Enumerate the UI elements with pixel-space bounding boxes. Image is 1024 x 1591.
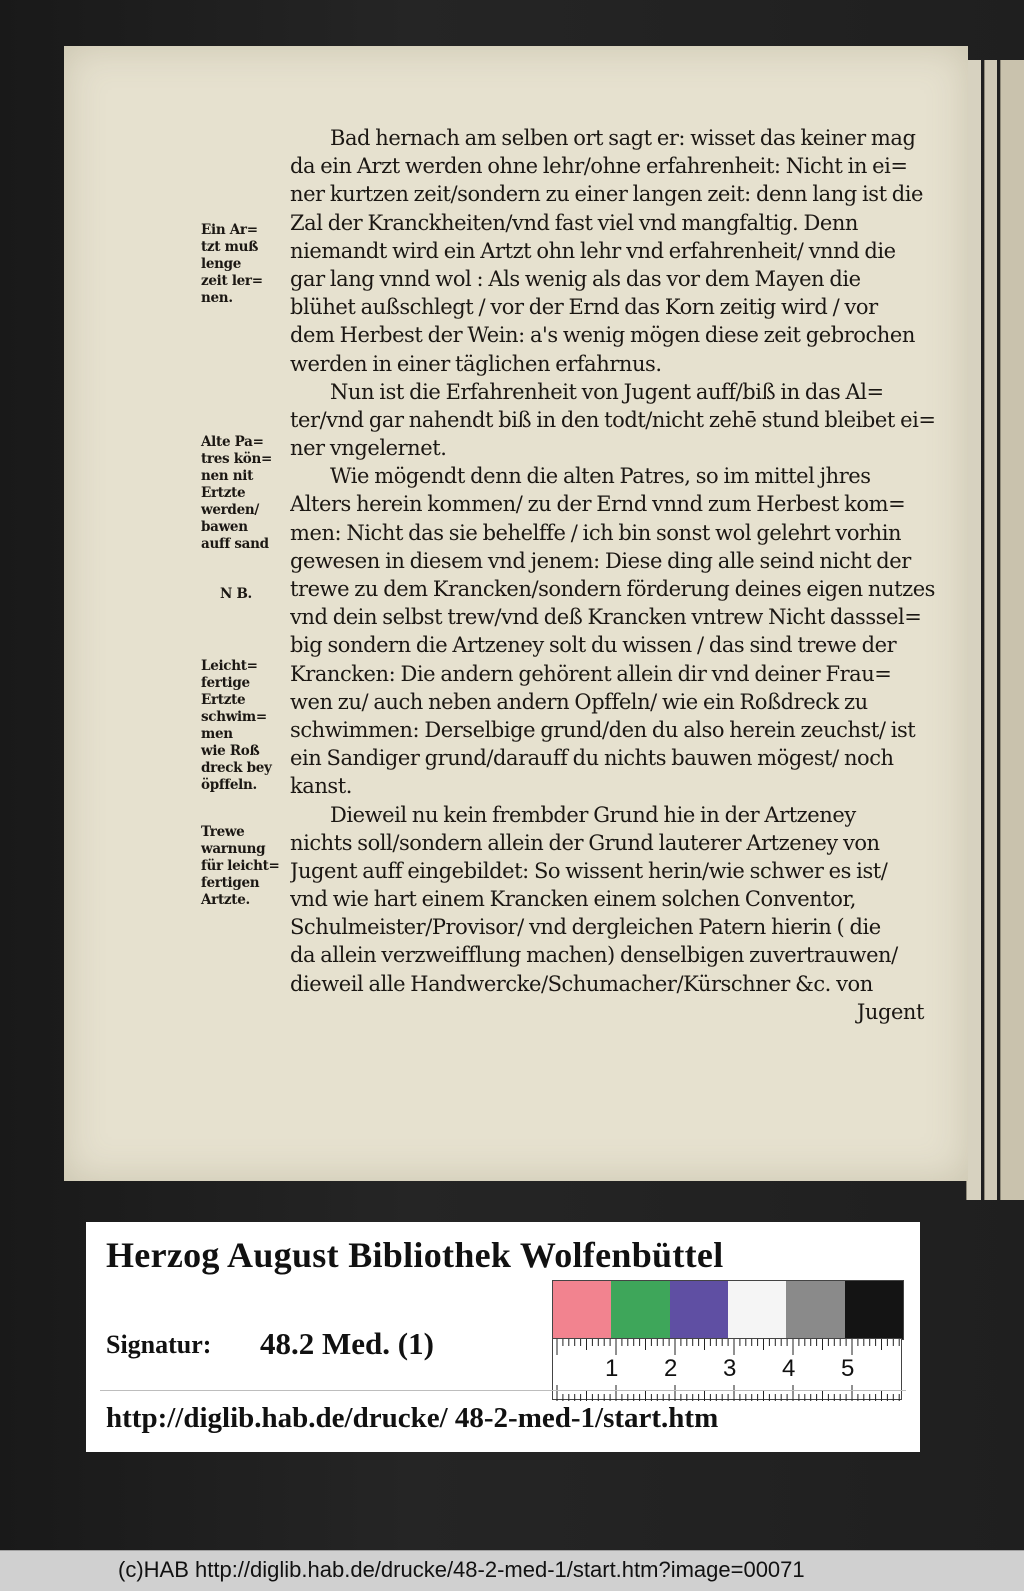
margin-note-line: schwim= [201,709,267,725]
margin-note-line: wie Roß [201,743,260,759]
margin-note-line: lenge [201,256,242,272]
margin-note-line: Ertzte [201,485,246,501]
text-line: men: Nicht das sie behelffe / ich bin sonst wol gelehrt vorhin [290,520,902,545]
text-line: ner kurtzen zeit/sondern zu einer langen zeit: denn lang ist die [290,182,924,207]
color-swatch [728,1281,786,1339]
margin-note-line: dreck bey [201,760,272,776]
ruler-label: 2 [664,1355,678,1382]
margin-note-3 [201,658,289,794]
margin-note-2 [201,434,289,553]
text-line: Jugent auff eingebildet: So wissent herin/wie schwer es ist/ [290,858,888,883]
text-line: werden in einer täglichen erfahrnus. [290,351,662,376]
text-line: Wie mögendt denn die alten Patres, so im mittel jhres [330,464,871,489]
text-line: blühet außschlegt / vor der Ernd das Korn zeitig wird / vor [290,295,878,320]
adjacent-page-edge [966,60,981,1200]
card-separator [100,1390,906,1391]
ruler-label: 3 [723,1355,737,1382]
margin-note-line: fertigen [201,875,260,891]
text-line: Bad hernach am selben ort sagt er: wisset das keiner mag [330,126,916,150]
signature-value: 48.2 Med. (1) [260,1326,434,1361]
text-line: nichts soll/sondern allein der Grund lauterer Artzeney von [290,830,880,855]
color-swatch [611,1281,669,1339]
text-line: big sondern die Artzeney solt du wissen / das sind trewe der [290,633,897,658]
color-swatch [670,1281,728,1339]
library-info-card [86,1222,920,1452]
ruler-label: 1 [605,1355,619,1382]
margin-note-line: werden/ [201,502,259,518]
text-line: Dieweil nu kein frembder Grund hie in der Artzeney [330,802,856,827]
margin-note-line: zeit ler= [201,273,263,289]
text-line: kanst. [290,774,352,799]
copyright-footer [0,1550,1024,1591]
text-line: niemandt wird ein Artzt ohn lehr vnd erfahrenheit/ vnnd die [290,238,896,263]
margin-note-line: Artzte. [201,892,250,908]
digital-library-url[interactable]: http://diglib.hab.de/drucke/ 48-2-med-1/start.htm [106,1402,719,1434]
ruler-label: 5 [841,1355,855,1382]
signature-label: Signatur: [106,1330,212,1359]
margin-note-line: Alte Pa= [201,434,264,450]
margin-note-line: Trewe [201,824,245,840]
color-swatch [786,1281,844,1339]
margin-note-line: tres kön= [201,451,273,467]
margin-note-line: fertige [201,675,250,691]
margin-note-nb [220,586,308,603]
text-line: dem Herbest der Wein: a's wenig mögen diese zeit gebrochen [290,323,915,348]
text-line: Zal der Kranckheiten/vnd fast viel vnd mangfaltig. Denn [290,210,859,235]
text-line: gar lang vnnd wol : Als wenig als das vor dem Mayen die [290,266,861,291]
text-line: Krancken: Die andern gehörent allein dir vnd deiner Frau= [290,661,892,686]
main-text-block [290,124,940,1026]
margin-note-line: bawen [201,519,248,535]
printed-page [64,46,968,1181]
copyright-text: (c)HAB http://diglib.hab.de/drucke/48-2-med-1/start.htm?image=00071 [118,1557,805,1582]
margin-note-4 [201,824,289,909]
margin-note-line: öpffeln. [201,777,257,793]
adjacent-page-edge [984,60,997,1200]
margin-note-line: für leicht= [201,858,280,874]
text-line: Jugent [856,999,924,1024]
text-line: ter/vnd gar nahendt biß in den todt/nicht zehē stund bleibet ei= [290,407,936,432]
text-line: schwimmen: Derselbige grund/den du also herein zeuchst/ ist [290,717,916,742]
margin-note-line: warnung [201,841,266,857]
margin-note-line: nen. [201,290,233,306]
text-line: Schulmeister/Provisor/ vnd dergleichen Patern hierin ( die [290,915,881,940]
margin-note-line: Ertzte [201,692,246,708]
text-line: vnd dein selbst trew/vnd deß Krancken vntrew Nicht dasssel= [290,605,922,630]
text-line: vnd wie hart einem Krancken einem solchen Conventor, [290,887,856,912]
margin-note-line: nen nit [201,468,253,484]
text-line: ner vngelernet. [290,436,447,461]
margin-note-line: Ein Ar= [201,222,258,238]
margin-note-line: auff sand [201,536,269,552]
color-calibration-strip [552,1280,904,1340]
text-line: wen zu/ auch neben andern Opffeln/ wie ein Roßdreck zu [290,689,868,714]
color-swatch [845,1281,903,1339]
text-line: dieweil alle Handwercke/Schumacher/Kürschner &c. von [290,971,873,996]
margin-note-line: Leicht= [201,658,258,674]
text-line: gewesen in diesem vnd jenem: Diese ding alle seind nicht der [290,548,911,573]
text-line: ein Sandiger grund/darauff du nichts bauwen mögest/ noch [290,746,894,771]
margin-note-line: tzt muß [201,239,259,255]
margin-note-1 [201,222,289,307]
adjacent-page-edge [1000,60,1024,1200]
margin-note-line: N B. [220,586,252,602]
margin-note-line: men [201,726,233,742]
library-name: Herzog August Bibliothek Wolfenbüttel [106,1235,724,1275]
text-line: da ein Arzt werden ohne lehr/ohne erfahrenheit: Nicht in ei= [290,154,908,179]
color-swatch [553,1281,611,1339]
text-line: trewe zu dem Krancken/sondern förderung deines eigen nutzes [290,577,935,601]
text-line: Alters herein kommen/ zu der Ernd vnnd zum Herbest kom= [290,492,906,517]
ruler-label: 4 [782,1355,796,1382]
text-line: da allein verzweifflung machen) denselbigen zuvertrauwen/ [290,943,898,968]
text-line: Nun ist die Erfahrenheit von Jugent auff/biß in das Al= [330,379,884,404]
